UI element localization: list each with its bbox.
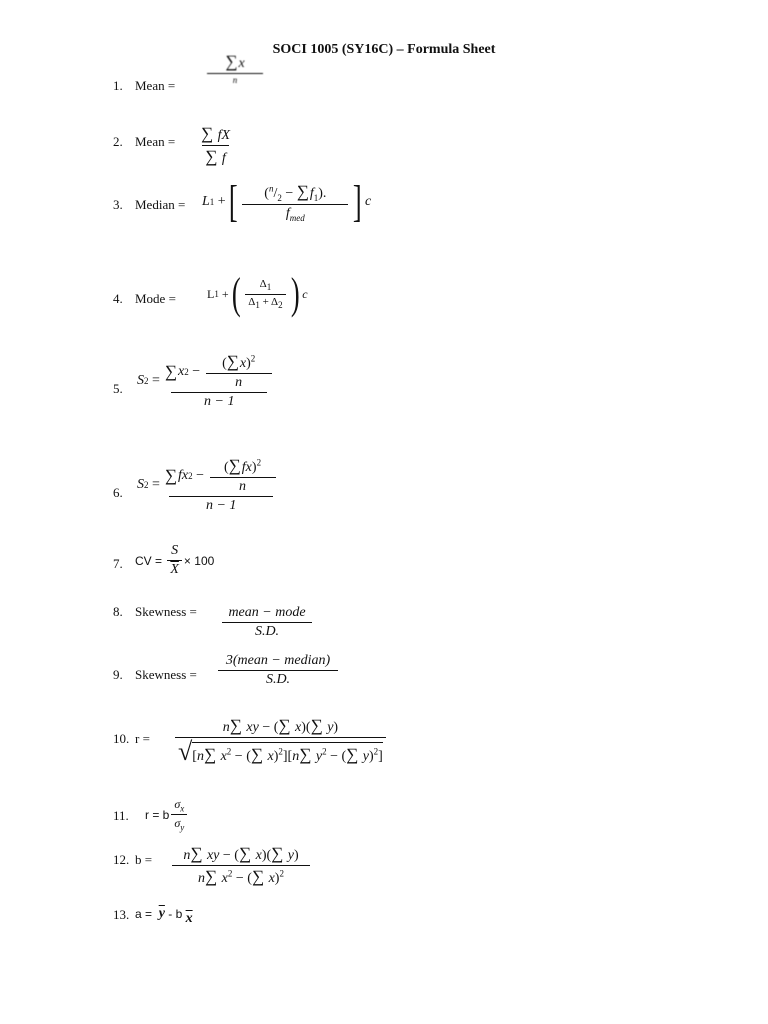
formula-mean-ungrouped: $\frac{\sum x}{n}$	[205, 52, 265, 85]
item-number: 9.	[113, 667, 123, 682]
item-number: 11.	[113, 808, 129, 823]
formula-mode: L 1 + ( $\frac{\Delta_1}{\Delta_1 + \Delta_2}$ ) c	[207, 269, 308, 318]
item-number: 1.	[113, 78, 123, 93]
item-number: 5.	[113, 381, 123, 396]
formula-slope: $\frac{n\sum xy - (\sum x)(\sum y)}{n\sum x^2 - (\sum x)^2}$	[170, 844, 312, 887]
formula-variance-ungrouped: S 2 = ∑ x 2 − $\frac{(\sum x)^2}{n}$ n − 1	[137, 352, 279, 410]
item-number: 8.	[113, 604, 123, 619]
page-title: SOCI 1005 (SY16C) – Formula Sheet	[272, 42, 496, 57]
formula-skewness-median: $\frac{\text{3(mean − median)}}{S.D.}$	[216, 653, 340, 688]
item-number: 3.	[113, 197, 123, 212]
formula-variance-grouped: S 2 = ∑ fx 2 − $\frac{(\sum fx)^2}{n}$ n − 1	[137, 456, 283, 514]
item-label: b =	[135, 852, 153, 867]
item-label: Skewness =	[135, 604, 197, 619]
item-label: Median =	[135, 197, 186, 212]
item-label: Skewness =	[135, 667, 197, 682]
formula-cv: CV = $\frac{S}{X}$ × 100	[135, 543, 215, 577]
formula-skewness-mode: $\frac{\text{mean − mode}}{S.D.}$	[220, 605, 314, 640]
item-number: 10.	[113, 731, 130, 746]
item-number: 6.	[113, 485, 123, 500]
formula-median: L 1 + [ $\frac{(^n/_2 - \sum f_1).}{f_{med}}$ ] c	[202, 177, 372, 226]
item-label: Mean =	[135, 134, 176, 149]
item-number: 13.	[113, 907, 130, 922]
item-number: 4.	[113, 291, 123, 306]
item-label: Mean =	[135, 78, 176, 93]
formula-mean-grouped: $\frac{\sum fX}{\sum f}$	[201, 124, 231, 166]
formula-r-from-b: r = b $\frac{\sigma_x}{\sigma_y}$	[145, 797, 189, 833]
formula-intercept: a = $\overline{y}$ - b $\overline{x}$	[135, 906, 193, 926]
item-label: Mode =	[135, 291, 176, 306]
item-label: r =	[135, 731, 150, 746]
item-number: 2.	[113, 134, 123, 149]
item-number: 12.	[113, 852, 130, 867]
formula-correlation: n∑ xy − (∑ x)(∑ y) √ [n∑ $x^2$ − (∑ x)$^2$][n∑ $y^2$ − (∑ y)$^2$]	[173, 716, 388, 765]
item-number: 7.	[113, 556, 123, 571]
